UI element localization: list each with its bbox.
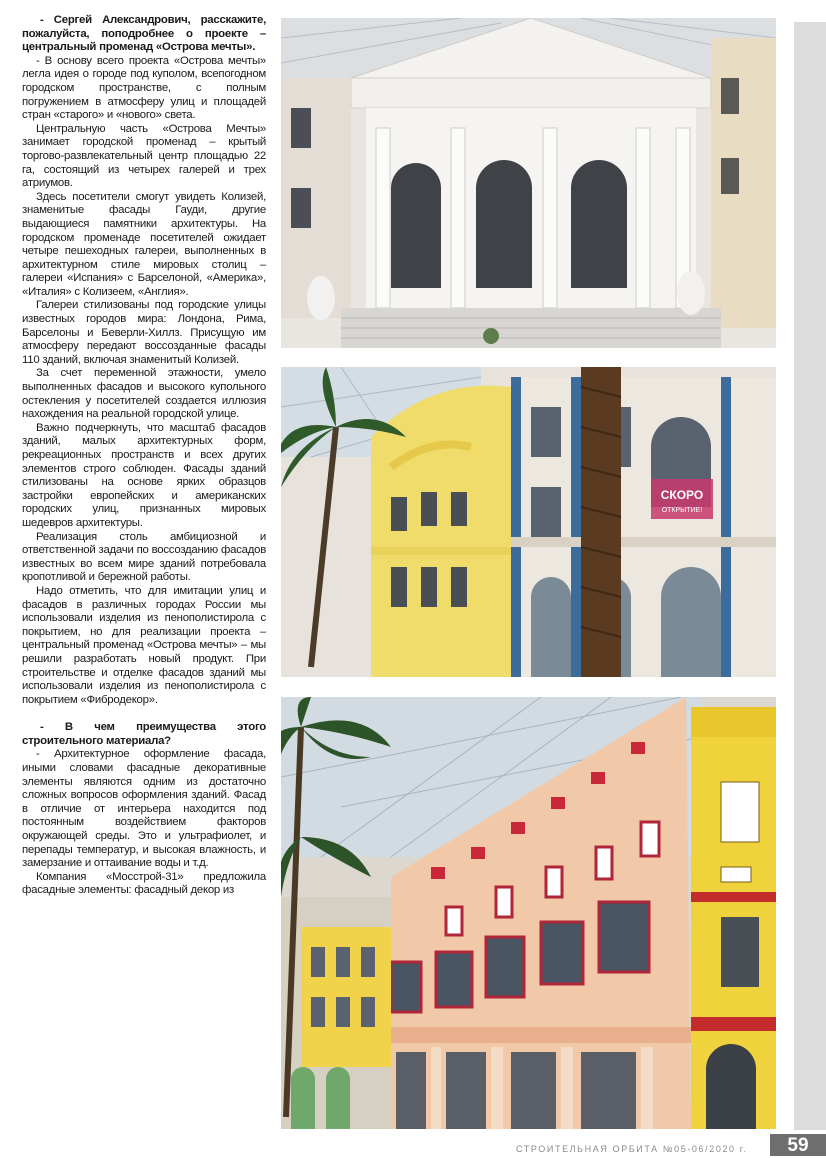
photo-galleries-street bbox=[281, 367, 776, 677]
magazine-title: СТРОИТЕЛЬНАЯ ОРБИТА №05-06/2020 г. bbox=[516, 1144, 748, 1154]
shop-sign-subtext: ОТКРЫТИЕ! bbox=[661, 507, 703, 514]
paragraph: Надо отметить, что для имитации улиц и фасадов в различных городах России мы использовали изделия из пенополистирола с покрытием, но для реализации проекта – центральный променад «Острова мечты» – мы решили разработать новый продукт. При строительстве и отделке фасадов зданий мы использовали изделия из пенополистирола с покрытием «Фибродекор». bbox=[22, 584, 266, 706]
paragraph: Здесь посетители смогут увидеть Колизей, знаменитые фасады Гауди, другие выдающиеся памятники архитектуры. На городском променаде посетителей ожидает четыре пешеходных галереи, выполненных в архитектурном стиле мировых столиц – галереи «Испания» с Барселоной, «Америка», «Италия» с Колизеем, «Англия». bbox=[22, 190, 266, 298]
paragraph: Компания «Мосстрой-31» предложила фасадные элементы: фасадный декор из bbox=[22, 870, 266, 897]
paragraph: - В основу всего проекта «Острова мечты» легла идея о городе под куполом, всепогодном городском пространстве, с полным погружением в атмосферу улиц и площадей стран «старого» и «нового» света. bbox=[22, 54, 266, 122]
paragraph: Галереи стилизованы под городские улицы известных городов мира: Лондона, Рима, Барселоны и Беверли-Хиллз. Присущую им атмосферу передают воссозданные фасады 110 зданий, включая знаменитый Колизей. bbox=[22, 299, 266, 366]
article-text-column bbox=[22, 14, 266, 898]
paragraph: - Архитектурное оформление фасада, иными словами фасадные декоративные элементы являются одним из достаточно сложных вопросов оформления зданий. Фасад в отличие от интерьера находится под постоянным воздействием факторов окружающей среды. Это и ультрафиолет, и перепады температур, и высокая влажность, и замерзание и оттаивание воды и т.д. bbox=[22, 748, 266, 870]
shop-sign-text: СКОРО bbox=[660, 488, 704, 502]
page-edge-bar bbox=[794, 22, 826, 1130]
page-number: 59 bbox=[770, 1134, 826, 1156]
photo-peach-facade bbox=[281, 697, 776, 1129]
paragraph: Важно подчеркнуть, что масштаб фасадов зданий, малых архитектурных форм, рекреационных пространств и всех других элементов строго соблюден. Фасады зданий стилизованы на основе ярких образцов застройки европейских и американских городских улиц, признанных мировых шедевров архитектуры. bbox=[22, 421, 266, 529]
paragraph: За счет переменной этажности, умело выполненных фасадов и высокого купольного остекления у посетителей создается иллюзия нахождения на реальной городской улице. bbox=[22, 367, 266, 421]
paragraph: Реализация столь амбициозной и ответственной задачи по воссозданию фасадов известных во всем мире зданий потребовала кропотливой и бережной работы. bbox=[22, 530, 266, 584]
paragraph: Центральную часть «Острова Мечты» занимает городской променад – крытый торгово-развлекательный центр площадью 22 га, состоящий из четырех галерей и трех атриумов. bbox=[22, 122, 266, 190]
interview-question-1: - Сергей Александрович, расскажите, пожалуйста, поподробнее о проекте – центральный променад «Острова мечты». bbox=[22, 14, 266, 54]
photo-classical-facade bbox=[281, 18, 776, 348]
interview-question-2: - В чем преимущества этого строительного материала? bbox=[22, 721, 266, 747]
